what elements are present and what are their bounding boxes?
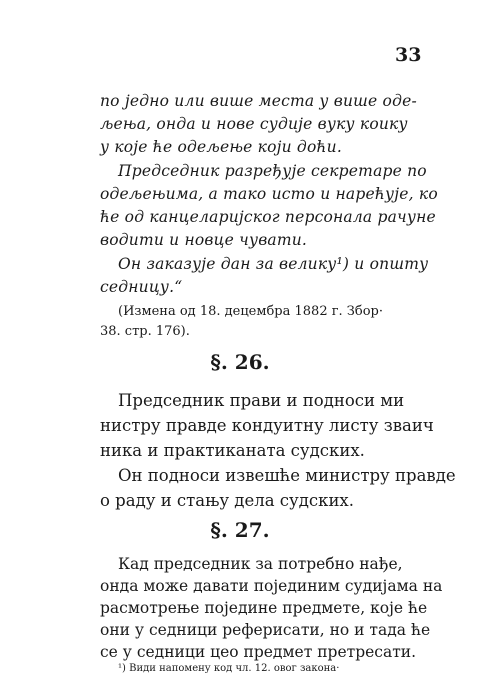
italic-line: Председник разређује секретаре по bbox=[118, 162, 427, 180]
italic-line: одељењима, а тако исто и нарећује, ко bbox=[100, 185, 438, 203]
amendment-note-line: (Измена од 18. децембра 1882 г. Збор· bbox=[118, 304, 384, 319]
footnote: ¹) Види напомену код чл. 12. овог закона· bbox=[118, 663, 340, 674]
italic-line: љења, онда и нове судије вуку коику bbox=[100, 115, 408, 133]
italic-line: по једно или више места у више оде- bbox=[100, 92, 417, 110]
section-27-line: они у седници реферисати, но и тада ће bbox=[100, 621, 431, 639]
italic-line: водити и новце чувати. bbox=[100, 231, 308, 249]
section-heading-26: §. 26. bbox=[210, 350, 270, 374]
section-26-line: ника и практиканата судских. bbox=[100, 441, 365, 460]
section-26-line: Председник прави и подноси ми bbox=[118, 391, 405, 410]
section-27-line: Кад председник за потребно нађе, bbox=[118, 555, 403, 573]
italic-line: Он заказује дан за велику¹) и општу bbox=[118, 255, 429, 273]
section-27-line: расмотрење поједине предмете, које ће bbox=[100, 599, 428, 617]
italic-line: ће од канцеларијског персонала рачуне bbox=[100, 208, 436, 226]
section-heading-27: §. 27. bbox=[210, 518, 270, 542]
section-27-line: се у седници цео предмет претресати. bbox=[100, 643, 417, 661]
section-27-line: онда може давати појединим судијама на bbox=[100, 577, 443, 595]
section-26-line: о раду и стању дела судских. bbox=[100, 491, 354, 510]
italic-line: седницу.“ bbox=[100, 278, 183, 296]
section-26-line: нистру правде кондуитну листу зваич bbox=[100, 416, 434, 435]
page-number: 33 bbox=[395, 44, 422, 66]
section-26-line: Он подноси извешће министру правде bbox=[118, 466, 456, 485]
amendment-note-line: 38. стр. 176). bbox=[100, 324, 190, 339]
italic-line: у које ће одељење који доћи. bbox=[100, 138, 342, 156]
